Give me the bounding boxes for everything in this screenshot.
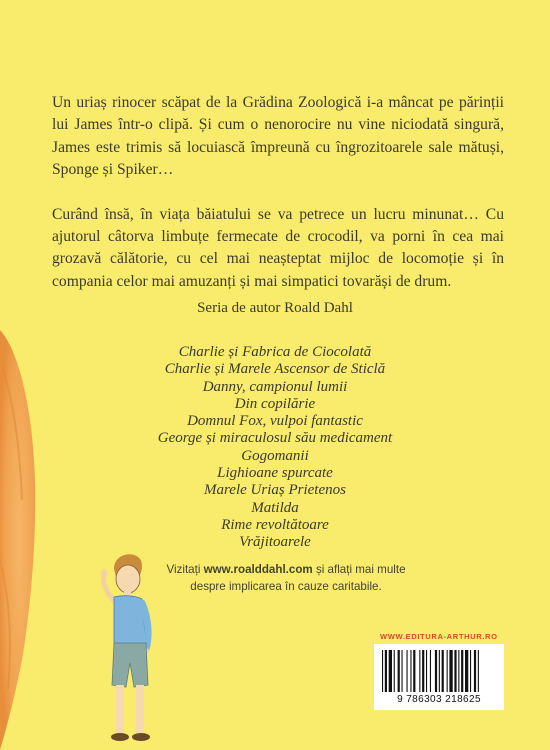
series-title: Gogomanii [241,447,309,464]
barcode-bar [465,650,468,692]
barcode-bar [413,650,415,692]
barcode-bar [439,650,440,692]
barcode-bar [422,650,424,692]
blurb-paragraph-1: Un uriaș rinocer scăpat de la Grădina Zoologică i-a mâncat pe părinții lui James într-o clipă. Și cum o nenorocire nu vine niciodată singură, James este trimis să locuiască împreună cu îngrozitoarele sale mătuși, Sponge și Spiker… [52,94,504,179]
barcode-digits: 9 786303 218625 [397,694,481,705]
barcode-bar [394,650,395,692]
barcode-bar [442,650,444,692]
series-title: Charlie și Marele Ascensor de Sticlă [164,361,386,378]
barcode-bar [478,650,479,692]
blurb-paragraph-2: Curând însă, în viața băiatului se va petrece un lucru minunat… Cu ajutorul câtorva limbuțe fermecate de crocodil, va porni în cea mai grozavă călătorie, cu cel mai neașteptat mijloc de locomoție și în compania celor mai amuzanți și mai simpatici tovarăși de drum. [52,205,504,290]
barcode-bar [458,650,459,692]
series-title: Charlie și Fabrica de Ciocolată [178,344,372,360]
barcode-bar [461,650,463,692]
barcode-bar [389,650,392,692]
barcode-bar [470,650,471,692]
barcode [374,644,504,710]
barcode-bar [435,650,437,692]
series-title: Matilda [251,499,299,516]
series-title: Rime revoltătoare [221,516,329,533]
series-title: George și miraculosul său medicament [157,430,393,447]
barcode-bar [385,650,387,692]
publisher-url[interactable]: WWW.EDITURA-ARTHUR.RO [380,632,498,641]
series-title: Vrăjitoarele [239,534,311,551]
website-note [150,561,422,595]
barcode-bar [398,650,400,692]
website-note-suffix: și aflați mai multe despre implicarea în cauze caritabile. [190,563,406,593]
barcode-bars [382,650,496,694]
barcode-bar [382,650,383,692]
series-title: Din copilărie [234,395,316,412]
website-link[interactable]: www.roalddahl.com [203,563,313,576]
barcode-bar [410,650,411,692]
barcode-bar [454,650,456,692]
series-title: Domnul Fox, vulpoi fantastic [187,413,363,430]
barcode-bar [419,650,420,692]
barcode-bar [426,650,427,692]
series-title: Lighioane spurcate [217,465,333,482]
website-note-prefix: Vizitați [166,563,204,576]
blurb [52,92,504,293]
barcode-bar [474,650,476,692]
barcode-bar [447,650,448,692]
barcode-bar [430,650,431,692]
series-heading: Seria de autor Roald Dahl [197,300,353,316]
barcode-bar [407,650,408,692]
barcode-bar [402,650,403,692]
series-title: Danny, campionul lumii [202,378,348,395]
series-list [0,344,550,552]
series-title: Marele Uriaș Prietenos [204,482,346,499]
barcode-bar [449,650,452,692]
